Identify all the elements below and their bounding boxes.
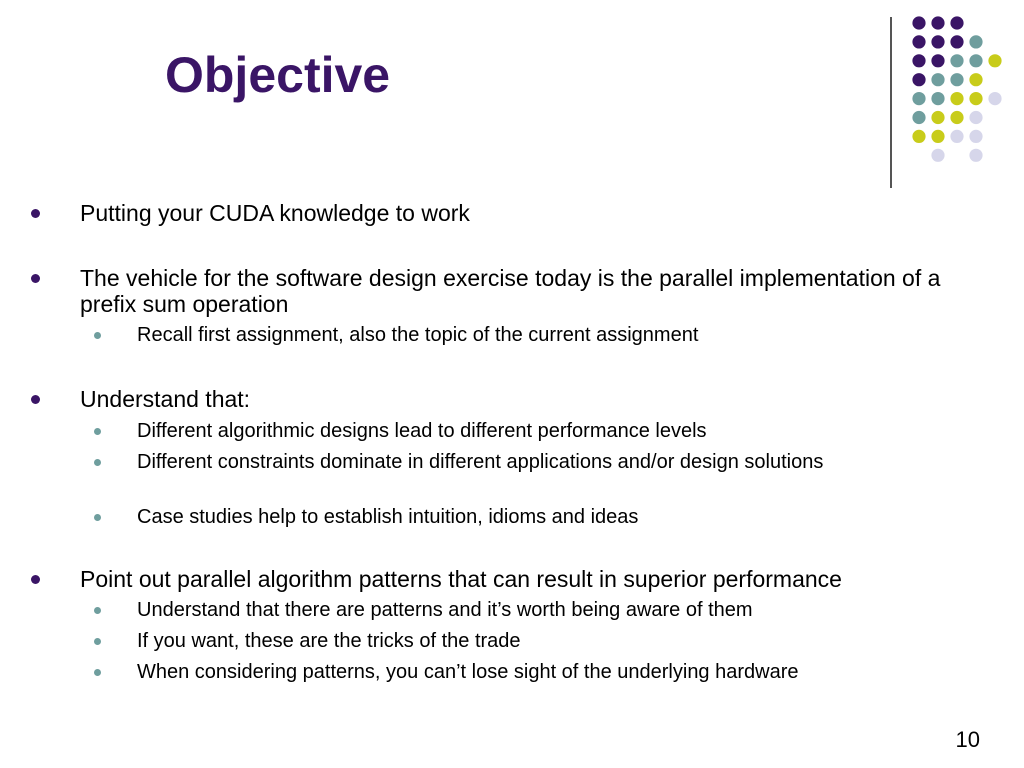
sub-bullet-dot-icon	[94, 607, 101, 614]
sub-bullet-item	[137, 629, 1007, 654]
bullet-text: Putting your CUDA knowledge to work	[80, 200, 470, 226]
sub-bullet-dot-icon	[94, 638, 101, 645]
sub-bullet-text: Different algorithmic designs lead to different performance levels	[137, 420, 707, 442]
sub-bullet-dot-icon	[94, 669, 101, 676]
sub-bullet-dot-icon	[94, 514, 101, 521]
sub-bullet-text: Recall first assignment, also the topic of the current assignment	[137, 324, 699, 346]
bullet-item	[80, 566, 1000, 592]
bullet-dot-icon	[31, 209, 40, 218]
sub-bullet-item	[137, 419, 1007, 444]
sub-bullet-item	[137, 323, 1007, 348]
sub-bullet-text: When considering patterns, you can’t lose sight of the underlying hardware	[137, 661, 799, 683]
sub-bullet-text: Case studies help to establish intuition, idioms and ideas	[137, 506, 639, 528]
slide-title: Objective	[165, 47, 391, 103]
sub-bullet-item	[137, 450, 1007, 475]
slide-number: 10	[955, 727, 980, 752]
bullet-dot-icon	[31, 575, 40, 584]
sub-bullet-item	[137, 598, 1007, 623]
bullet-item	[80, 386, 1000, 412]
sub-bullet-item	[137, 505, 1007, 530]
sub-bullet-text: Different constraints dominate in different applications and/or design solutions	[137, 451, 824, 473]
sub-bullet-text: If you want, these are the tricks of the trade	[137, 630, 521, 652]
bullet-dot-icon	[31, 395, 40, 404]
bullet-item	[80, 265, 1000, 317]
sub-bullet-text: Understand that there are patterns and it’s worth being aware of them	[137, 599, 753, 621]
bullet-text: Point out parallel algorithm patterns that can result in superior performance	[80, 566, 842, 592]
sub-bullet-dot-icon	[94, 332, 101, 339]
bullet-dot-icon	[31, 274, 40, 283]
sub-bullet-dot-icon	[94, 459, 101, 466]
sub-bullet-dot-icon	[94, 428, 101, 435]
sub-bullet-item	[137, 660, 1007, 685]
bullet-text: Understand that:	[80, 386, 251, 412]
bullet-item	[80, 200, 1000, 226]
bullet-text: The vehicle for the software design exercise today is the parallel implementation of a prefix sum operation	[80, 265, 941, 317]
